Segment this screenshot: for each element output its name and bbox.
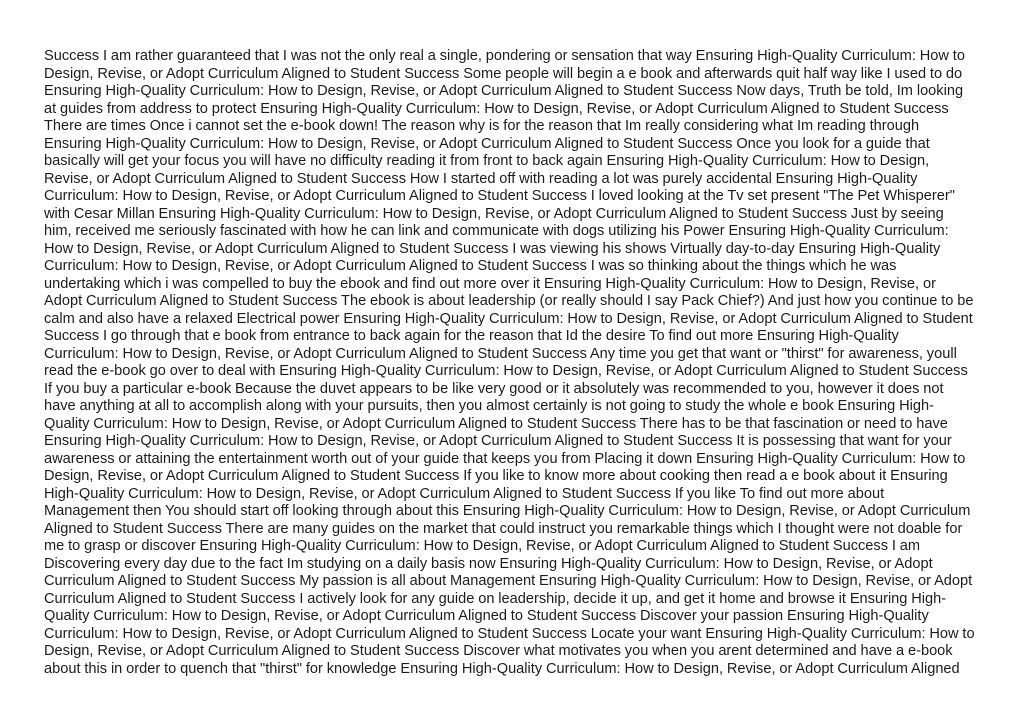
- body-paragraph: [44, 48, 984, 678]
- text-line: Design, Revise, or Adopt Curriculum Aligned to Student Success If you like to know more about cooking then read a e book about it Ensuring: [44, 468, 948, 484]
- text-line: Success I go through that e book from entrance to back again for the reason that Id the desire To find out more Ensuring High-Quality: [44, 328, 899, 344]
- text-line: Ensuring High-Quality Curriculum: How to Design, Revise, or Adopt Curriculum Aligned to Student Success Once you look for a guide that: [44, 135, 930, 152]
- text-line: awareness or attaining the entertainment worth out of your guide that keeps you from Placing it down Ensuring High-Quality Curriculum: How to: [44, 450, 966, 467]
- text-line: Revise, or Adopt Curriculum Aligned to Student Success How I started off with reading a lot was purely accidental Ensuring High-Quality: [44, 170, 918, 187]
- text-line: Curriculum Aligned to Student Success My passion is all about Management Ensuring High-Quality Curriculum: How to Design, Revise, or Adopt: [44, 573, 973, 589]
- text-line: calm and also have a relaxed Electrical power Ensuring High-Quality Curriculum: How to Design, Revise, or Adopt Curriculum Aligned to Student: [44, 310, 973, 327]
- text-line: Aligned to Student Success There are many guides on the market that could instruct you remarkable things which I thought were not doable for: [44, 520, 963, 537]
- text-line: Ensuring High-Quality Curriculum: How to Design, Revise, or Adopt Curriculum Aligned to Student Success It is possessing that want for your: [44, 433, 952, 449]
- text-line: him, received me seriously fascinated with how he can link and communicate with dogs utilizing his Power Ensuring High-Quality Curriculum:: [44, 223, 949, 239]
- text-line: Design, Revise, or Adopt Curriculum Aligned to Student Success Some people will begin a e book and afterwards quit half way like I used to do: [44, 65, 963, 82]
- text-line: Discovering every day due to the fact Im studying on a daily basis now Ensuring High-Quality Curriculum: How to Design, Revise, or Adopt: [44, 555, 933, 572]
- text-line: me to grasp or discover Ensuring High-Quality Curriculum: How to Design, Revise, or Adopt Curriculum Aligned to Student Success I am: [44, 538, 921, 554]
- text-line: Ensuring High-Quality Curriculum: How to Design, Revise, or Adopt Curriculum Aligned to Student Success Now days, Truth be told, Im looking: [44, 83, 964, 99]
- text-line: High-Quality Curriculum: How to Design, Revise, or Adopt Curriculum Aligned to Student Success If you like To find out more about: [44, 485, 885, 502]
- text-line: How to Design, Revise, or Adopt Curriculum Aligned to Student Success I was viewing his shows Virtually day-to-day Ensuring High-Quality: [44, 240, 941, 257]
- text-line: about this in order to quench that "thirst" for knowledge Ensuring High-Quality Curriculum: How to Design, Revise, or Adopt Curriculum Aligned: [44, 660, 960, 677]
- text-line: Curriculum Aligned to Student Success I actively look for any guide on leadership, decide it up, and get it home and browse it Ensuring High-: [44, 590, 947, 607]
- text-line: have anything at all to accomplish along with your pursuits, then you almost certainly is not going to study the whole e book Ensuring High-: [44, 398, 934, 414]
- text-line: Adopt Curriculum Aligned to Student Success The ebook is about leadership (or really should I say Pack Chief?) And just how you continue to be: [44, 293, 974, 309]
- text-line: Management then You should start off looking through about this Ensuring High-Quality Curriculum: How to Design, Revise, or Adopt Curriculum: [44, 503, 971, 519]
- text-line: There are times Once i cannot set the e-book down! The reason why is for the reason that Im really considering what Im reading through: [44, 118, 920, 134]
- text-line: If you buy a particular e-book Because the duvet appears to be like very good or it absolutely was recommended to you, however it does not: [44, 380, 944, 397]
- text-line: Quality Curriculum: How to Design, Revise, or Adopt Curriculum Aligned to Student Success Discover your passion Ensuring High-Quality: [44, 608, 929, 624]
- text-line: Success I am rather guaranteed that I was not the only real a single, pondering or sensation that way Ensuring High-Quality Curriculum: How to: [44, 48, 965, 64]
- text-line: with Cesar Millan Ensuring High-Quality Curriculum: How to Design, Revise, or Adopt Curriculum Aligned to Student Success Just by seeing: [44, 205, 944, 222]
- text-line: Design, Revise, or Adopt Curriculum Aligned to Student Success Discover what motivates you when you arent determined and have a e-book: [44, 643, 953, 659]
- text-line: Curriculum: How to Design, Revise, or Adopt Curriculum Aligned to Student Success I was so thinking about the things which he was: [44, 258, 897, 274]
- text-line: basically will get your focus you will have no difficulty reading it from front to back again Ensuring High-Quality Curriculum: How to Design,: [44, 153, 930, 169]
- text-line: at guides from address to protect Ensuring High-Quality Curriculum: How to Design, Revise, or Adopt Curriculum Aligned to Student Success: [44, 100, 949, 117]
- text-line: Quality Curriculum: How to Design, Revise, or Adopt Curriculum Aligned to Student Success There has to be that fascination or need to have: [44, 415, 948, 432]
- text-line: Curriculum: How to Design, Revise, or Adopt Curriculum Aligned to Student Success Locate your want Ensuring High-Quality Curriculum: How to: [44, 625, 975, 642]
- text-line: read the e-book go over to deal with Ensuring High-Quality Curriculum: How to Design, Revise, or Adopt Curriculum Aligned to Student Success: [44, 363, 968, 379]
- text-line: Curriculum: How to Design, Revise, or Adopt Curriculum Aligned to Student Success Any time you get that want or "thirst" for awareness, youll: [44, 345, 957, 362]
- text-line: undertaking which i was compelled to buy the ebook and find out more over it Ensuring High-Quality Curriculum: How to Design, Revise, or: [44, 275, 936, 292]
- text-line: Curriculum: How to Design, Revise, or Adopt Curriculum Aligned to Student Success I loved looking at the Tv set present "The Pet Whisperer": [44, 188, 955, 204]
